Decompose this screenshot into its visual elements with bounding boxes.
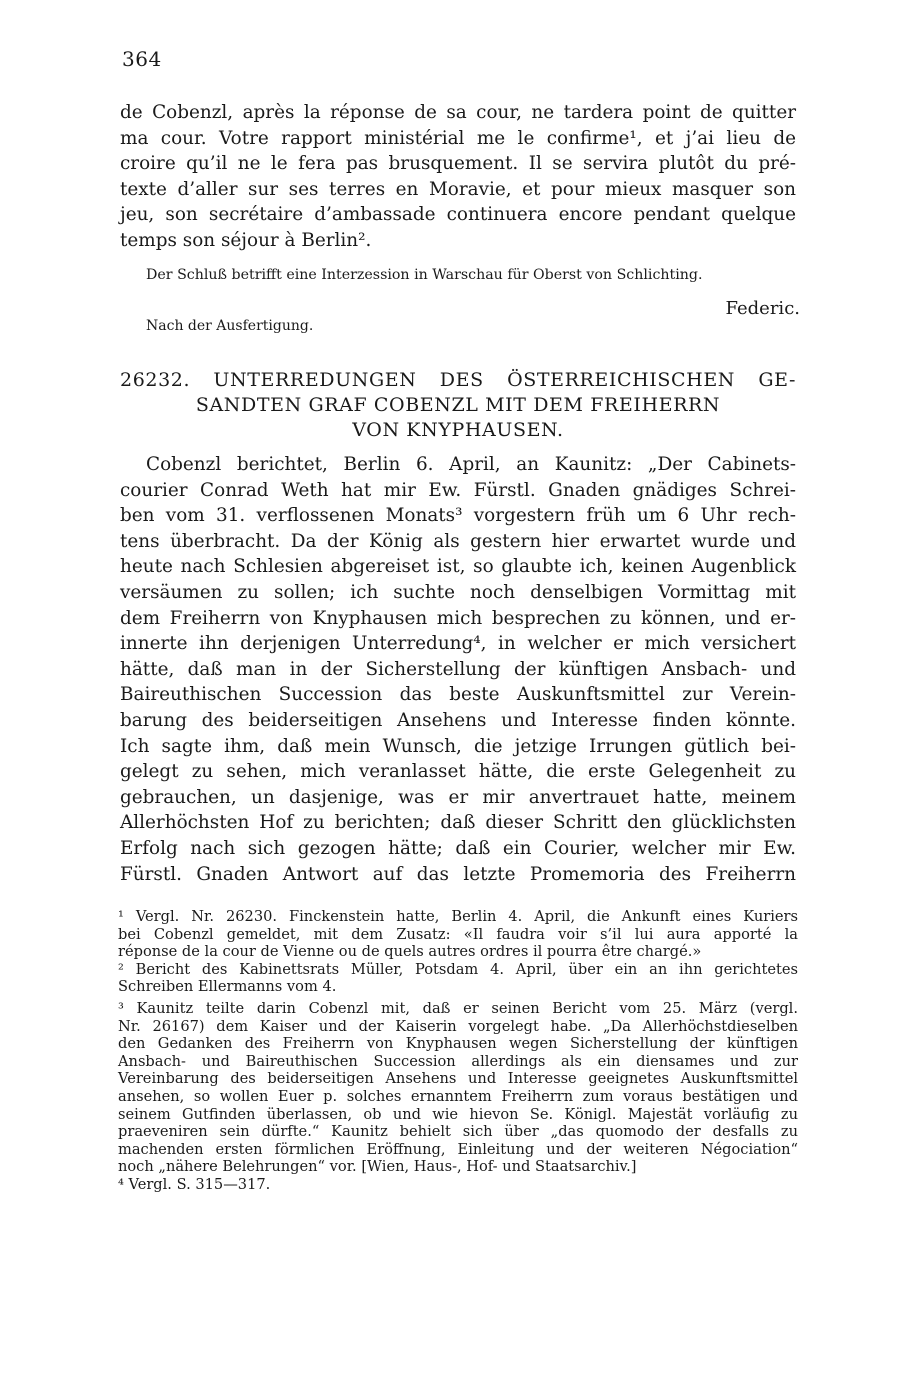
text-line: Baireuthischen Succession das beste Auskunftsmittel zur Verein- [120, 684, 796, 706]
document-body [120, 452, 796, 887]
editorial-note: Der Schluß betrifft eine Interzession in Warschau für Oberst von Schlichting. [146, 267, 703, 283]
footnote-line: praeveniren sein dürfte.“ Kaunitz behielt sich über „das quomodo der desfalls zu [118, 1123, 798, 1141]
text-line: dem Freiherrn von Knyphausen mich besprechen zu können, und er- [120, 607, 796, 629]
signature: Federic. [725, 298, 800, 319]
text-line: gelegt zu sehen, mich veranlasset hätte, die erste Gelegenheit zu [120, 761, 796, 783]
footnote-line: ¹ Vergl. Nr. 26230. Finckenstein hatte, Berlin 4. April, die Ankunft eines Kuriers [118, 908, 798, 925]
text-line: Ich sagte ihm, daß mein Wunsch, die jetzige Irrungen gütlich bei- [120, 735, 796, 757]
text-line: innerte ihn derjenigen Unterredung⁴, in welcher er mich versichert [120, 633, 796, 655]
footnote-line: ⁴ Vergl. S. 315—317. [118, 1175, 271, 1193]
footnote-line: den Gedanken des Freiherrn von Knyphausen wegen Sicherstellung der künftigen [118, 1035, 798, 1053]
footnote-line: ³ Kaunitz teilte darin Cobenzl mit, daß er seinen Bericht vom 25. März (vergl. [118, 999, 798, 1017]
heading-line: VON KNYPHAUSEN. [352, 419, 564, 441]
text-line: courier Conrad Weth hat mir Ew. Fürstl. Gnaden gnädiges Schrei- [120, 479, 796, 501]
letter-text [120, 100, 796, 254]
text-line: Cobenzl berichtet, Berlin 6. April, an Kaunitz: „Der Cabinets- [146, 454, 796, 475]
footnote-line: Nr. 26167) dem Kaiser und der Kaiserin vorgelegt habe. „Da Allerhöchstdieselben [118, 1017, 798, 1035]
footnote-line: Schreiben Ellermanns vom 4. [118, 978, 337, 996]
text-line: tens überbracht. Da der König als gestern hier erwartet wurde und [120, 530, 796, 552]
heading-line: SANDTEN GRAF COBENZL MIT DEM FREIHERRN [195, 394, 721, 416]
footnote-line: bei Cobenzl gemeldet, mit dem Zusatz: «Il faudra voir s’il lui aura apporté la [118, 925, 798, 943]
text-line: Allerhöchsten Hof zu berichten; daß dieser Schritt den glücklichsten [120, 812, 796, 834]
text-line: temps son séjour à Berlin². [120, 229, 372, 251]
footnote [118, 1000, 798, 1176]
footnote-line: machenden ersten förmlichen Eröffnung, Einleitung und der weiteren Négociation“ [118, 1140, 798, 1158]
page-number: 364 [122, 47, 162, 71]
text-line: de Cobenzl, après la réponse de sa cour, ne tardera point de quitter [120, 102, 796, 123]
text-line: texte d’aller sur ses terres en Moravie, et pour mieux masquer son [120, 178, 796, 200]
text-line: Fürstl. Gnaden Antwort auf das letzte Promemoria des Freiherrn [120, 863, 796, 885]
text-line: ben vom 31. verflossenen Monats³ vorgestern früh um 6 Uhr rech- [120, 505, 796, 527]
text-line: heute nach Schlesien abgereiset ist, so glaubte ich, keinen Augenblick [120, 556, 796, 578]
text-line: ma cour. Votre rapport ministérial me le confirme¹, et j’ai lieu de [120, 127, 796, 149]
footnote-line: réponse de la cour de Vienne ou de quels autres ordres il pourra être chargé.» [118, 943, 702, 961]
footnote-line: ² Bericht des Kabinettsrats Müller, Potsdam 4. April, über ein an ihn gerichtetes [118, 960, 798, 978]
text-line: versäumen zu sollen; ich suchte noch denselbigen Vormittag mit [120, 581, 796, 603]
text-line: barung des beiderseitigen Ansehens und Interesse finden könnte. [120, 709, 796, 731]
footnote-line: seinem Gutfinden überlassen, ob und wie hievon Se. Königl. Majestät vorläufig zu [118, 1105, 798, 1123]
footnote-line: Ansbach- und Baireuthischen Succession allerdings als ein diensames und zur [118, 1052, 798, 1070]
footnote [118, 961, 798, 996]
footnote-line: Vereinbarung des beiderseitigen Ansehens und Interesse geeignetes Auskunftsmittel [118, 1070, 798, 1088]
text-line: hätte, daß man in der Sicherstellung der künftigen Ansbach- und [120, 658, 796, 680]
text-line: gebrauchen, un dasjenige, was er mir anvertrauet hatte, meinem [120, 786, 796, 808]
text-line: Erfolg nach sich gezogen hätte; daß ein Courier, welcher mir Ew. [120, 837, 796, 859]
footnote [118, 908, 798, 961]
footnote [118, 1176, 798, 1194]
footnotes [118, 908, 798, 1194]
text-line: jeu, son secrétaire d’ambassade continuera encore pendant quelque [120, 204, 796, 226]
document-heading [120, 368, 796, 443]
heading-line: 26232. UNTERREDUNGEN DES ÖSTERREICHISCHEN GE- [120, 369, 796, 391]
source-note: Nach der Ausfertigung. [146, 318, 314, 334]
footnote-line: ansehen, so wollen Euer p. solches ernanntem Freiherrn zum voraus bestätigen und [118, 1087, 798, 1105]
footnote-line: noch „nähere Belehrungen“ vor. [Wien, Haus-, Hof- und Staatsarchiv.] [118, 1158, 637, 1176]
text-line: croire qu’il ne le fera pas brusquement. Il se servira plutôt du pré- [120, 153, 796, 175]
